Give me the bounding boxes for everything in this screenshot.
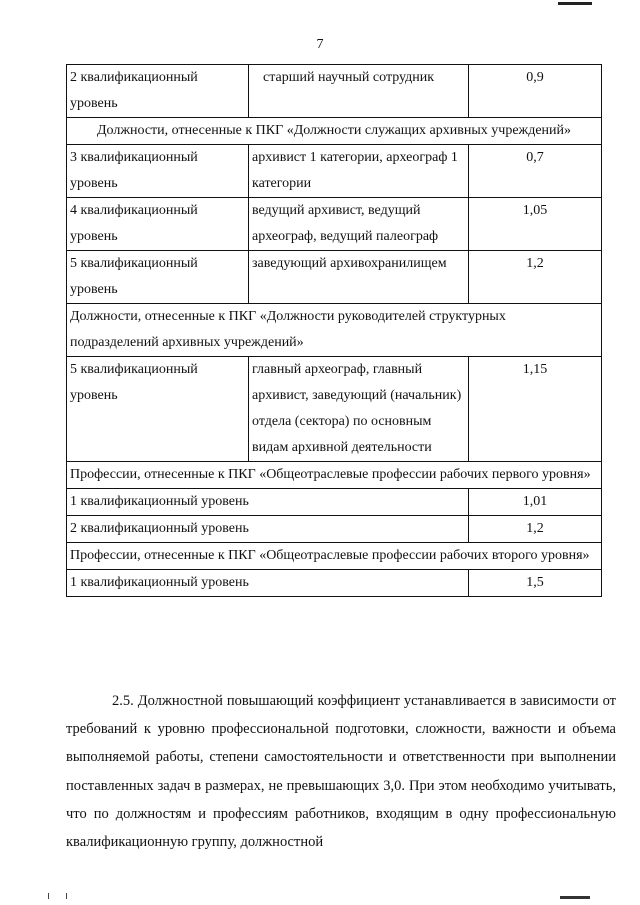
table-row: [67, 357, 602, 462]
table-row: [67, 516, 602, 543]
section-title: Профессии, отнесенные к ПКГ «Общеотраслевые профессии рабочих первого уровня»: [67, 462, 602, 489]
coefficient-cell: 1,5: [469, 570, 602, 597]
qualification-level-cell: 2 квалификационный уровень: [67, 65, 249, 118]
section-title: Профессии, отнесенные к ПКГ «Общеотраслевые профессии рабочих второго уровня»: [67, 543, 602, 570]
qualification-level-cell: 1 квалификационный уровень: [67, 489, 469, 516]
scan-artifact: [66, 893, 67, 899]
coefficient-table: [66, 64, 602, 597]
page-number: 7: [316, 37, 324, 52]
coefficient-cell: 1,05: [469, 198, 602, 251]
table-row: [67, 489, 602, 516]
table-row: [67, 570, 602, 597]
position-cell: заведующий архивохранилищем: [249, 251, 469, 304]
qualification-level-cell: 5 квалификационный уровень: [67, 357, 249, 462]
table-row: [67, 145, 602, 198]
qualification-level-cell: 3 квалификационный уровень: [67, 145, 249, 198]
section-title: Должности, отнесенные к ПКГ «Должности руководителей структурных подразделений архивных учреждений»: [67, 304, 602, 357]
position-cell: старший научный сотрудник: [249, 65, 469, 118]
qualification-level-cell: 2 квалификационный уровень: [67, 516, 469, 543]
coefficient-cell: 0,7: [469, 145, 602, 198]
table-section-row: [67, 304, 602, 357]
coefficient-cell: 1,2: [469, 516, 602, 543]
scan-artifact: [560, 896, 590, 899]
qualification-level-cell: 1 квалификационный уровень: [67, 570, 469, 597]
paragraph-2-5: [66, 687, 616, 856]
paragraph-text: 2.5. Должностной повышающий коэффициент устанавливается в зависимости от требований к уровню профессиональной подготовки, сложности, важности и объема выполняемой работы, степени самостоятельности и ответственности при выполнении поставленных задач в размерах, не превышающих 3,0. При этом необходимо учитывать, что по должностям и профессиям работников, входящим в одну профессиональную квалификационную группу, должностной: [66, 693, 616, 851]
table-section-row: [67, 118, 602, 145]
position-cell: главный археограф, главный архивист, заведующий (начальник) отдела (сектора) по основным видам архивной деятельности: [249, 357, 469, 462]
coefficient-cell: 0,9: [469, 65, 602, 118]
section-title: Должности, отнесенные к ПКГ «Должности служащих архивных учреждений»: [67, 118, 602, 145]
position-cell: ведущий архивист, ведущий археограф, ведущий палеограф: [249, 198, 469, 251]
coefficient-cell: 1,2: [469, 251, 602, 304]
position-cell: архивист 1 категории, археограф 1 категории: [249, 145, 469, 198]
qualification-level-cell: 5 квалификационный уровень: [67, 251, 249, 304]
table-section-row: [67, 543, 602, 570]
coefficient-cell: 1,15: [469, 357, 602, 462]
table-row: [67, 65, 602, 118]
scan-artifact: [558, 2, 592, 5]
coefficient-cell: 1,01: [469, 489, 602, 516]
table-row: [67, 251, 602, 304]
table-row: [67, 198, 602, 251]
qualification-level-cell: 4 квалификационный уровень: [67, 198, 249, 251]
table-section-row: [67, 462, 602, 489]
scan-artifact: [48, 893, 49, 899]
